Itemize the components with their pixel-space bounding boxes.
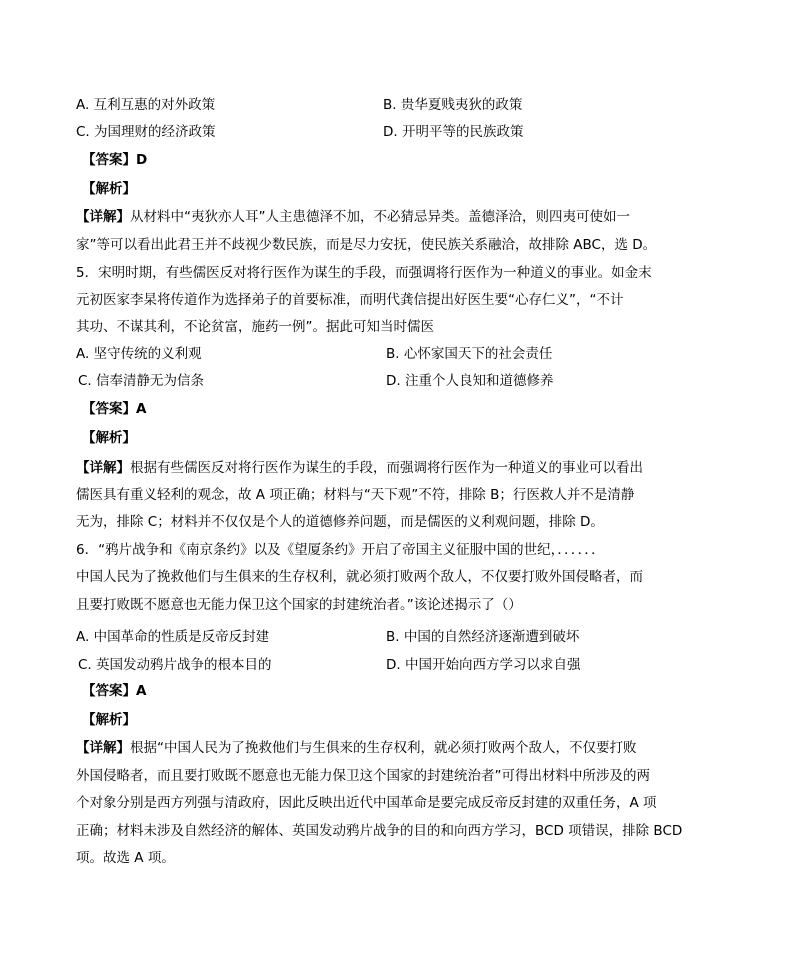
q6-option-c: C. 英国发动鸦片战争的根本目的 — [78, 657, 272, 673]
q5-stem-line-2: 元初医家李杲将传道作为选择弟子的首要标准，而明代龚信提出好医生要“心存仁义”，“不计 — [76, 292, 624, 308]
answer-label: 【答案】 — [82, 683, 136, 699]
q6-option-b: B. 中国的自然经济逐渐遭到破坏 — [386, 629, 580, 645]
q6-detail-line-1 — [76, 739, 637, 757]
q6-stem-line-2: 中国人民为了挽救他们与生俱来的生存权利，就必须打败两个敌人，不仅要打败外国侵略者，而 — [76, 569, 643, 585]
detail-text: 根据“中国人民为了挽救他们与生俱来的生存权利，就必须打败两个敌人，不仅要打败 — [130, 740, 637, 756]
q6-stem-line-1: 6．“鸦片战争和《南京条约》以及《望厦条约》开启了帝国主义征服中国的世纪，．．．．．． — [76, 542, 605, 558]
q4-option-c: C. 为国理财的经济政策 — [76, 124, 216, 140]
q5-detail-line-3: 无为，排除 C；材料并不仅仅是个人的道德修养问题，而是儒医的义利观问题，排除 D。 — [76, 514, 604, 530]
q5-answer-row — [82, 400, 146, 418]
q5-stem-line-1: 5．宋明时期，有些儒医反对将行医作为谋生的手段，而强调将行医作为一种道义的事业。如金末 — [76, 265, 652, 281]
q4-detail-line-1 — [76, 208, 630, 226]
q6-option-d: D. 中国开始向西方学习以求自强 — [386, 657, 581, 673]
detail-text: 从材料中“夷狄亦人耳”人主患德泽不加，不必猜忌异类。盖德泽洽，则四夷可使如一 — [130, 209, 630, 225]
q6-analysis-label: 【解析】 — [82, 712, 136, 728]
q4-option-b: B. 贵华夏贱夷狄的政策 — [383, 97, 523, 113]
q6-option-a: A. 中国革命的性质是反帝反封建 — [76, 629, 270, 645]
q6-detail-line-4: 正确；材料未涉及自然经济的解体、英国发动鸦片战争的目的和向西方学习，BCD 项错误，排除 BCD — [76, 823, 683, 839]
answer-value: A — [136, 683, 147, 699]
q6-stem-line-3: 且要打败既不愿意也无能力保卫这个国家的封建统治者。”该论述揭示了（） — [76, 597, 522, 613]
detail-label: 【详解】 — [76, 460, 130, 476]
q6-detail-line-5: 项。故选 A 项。 — [76, 850, 175, 866]
q5-option-a: A. 坚守传统的义利观 — [76, 346, 202, 362]
q5-option-b: B. 心怀家国天下的社会责任 — [386, 346, 553, 362]
q5-detail-line-2: 儒医具有重义轻利的观念，故 A 项正确；材料与“天下观”不符，排除 B；行医救人并不是清静 — [76, 487, 635, 503]
q5-detail-line-1 — [76, 459, 643, 477]
q4-option-a: A. 互利互惠的对外政策 — [76, 97, 216, 113]
answer-value: D — [136, 152, 148, 168]
detail-label: 【详解】 — [76, 740, 130, 756]
q5-stem-line-3: 其功、不谋其利，不论贫富，施药一例”。据此可知当时儒医 — [76, 319, 434, 335]
answer-value: A — [136, 401, 147, 417]
detail-label: 【详解】 — [76, 209, 130, 225]
q5-option-d: D. 注重个人良知和道德修养 — [386, 373, 554, 389]
q5-option-c: C. 信奉清静无为信条 — [78, 373, 205, 389]
q4-answer-row — [82, 151, 147, 169]
q4-option-d: D. 开明平等的民族政策 — [383, 124, 524, 140]
answer-label: 【答案】 — [82, 152, 136, 168]
q4-detail-line-2: 家”等可以看出此君王并不歧视少数民族，而是尽力安抚，使民族关系融洽，故排除 ABC，选 D。 — [76, 237, 657, 253]
q4-analysis-label: 【解析】 — [82, 181, 136, 197]
q6-answer-row — [82, 682, 146, 700]
detail-text: 根据有些儒医反对将行医作为谋生的手段，而强调将行医作为一种道义的事业可以看出 — [130, 460, 643, 476]
q5-analysis-label: 【解析】 — [82, 430, 136, 446]
answer-label: 【答案】 — [82, 401, 136, 417]
q6-detail-line-3: 个对象分别是西方列强与清政府，因此反映出近代中国革命是要完成反帝反封建的双重任务，A 项 — [76, 795, 657, 811]
q6-detail-line-2: 外国侵略者，而且要打败既不愿意也无能力保卫这个国家的封建统治者”可得出材料中所涉及的两 — [76, 768, 650, 784]
